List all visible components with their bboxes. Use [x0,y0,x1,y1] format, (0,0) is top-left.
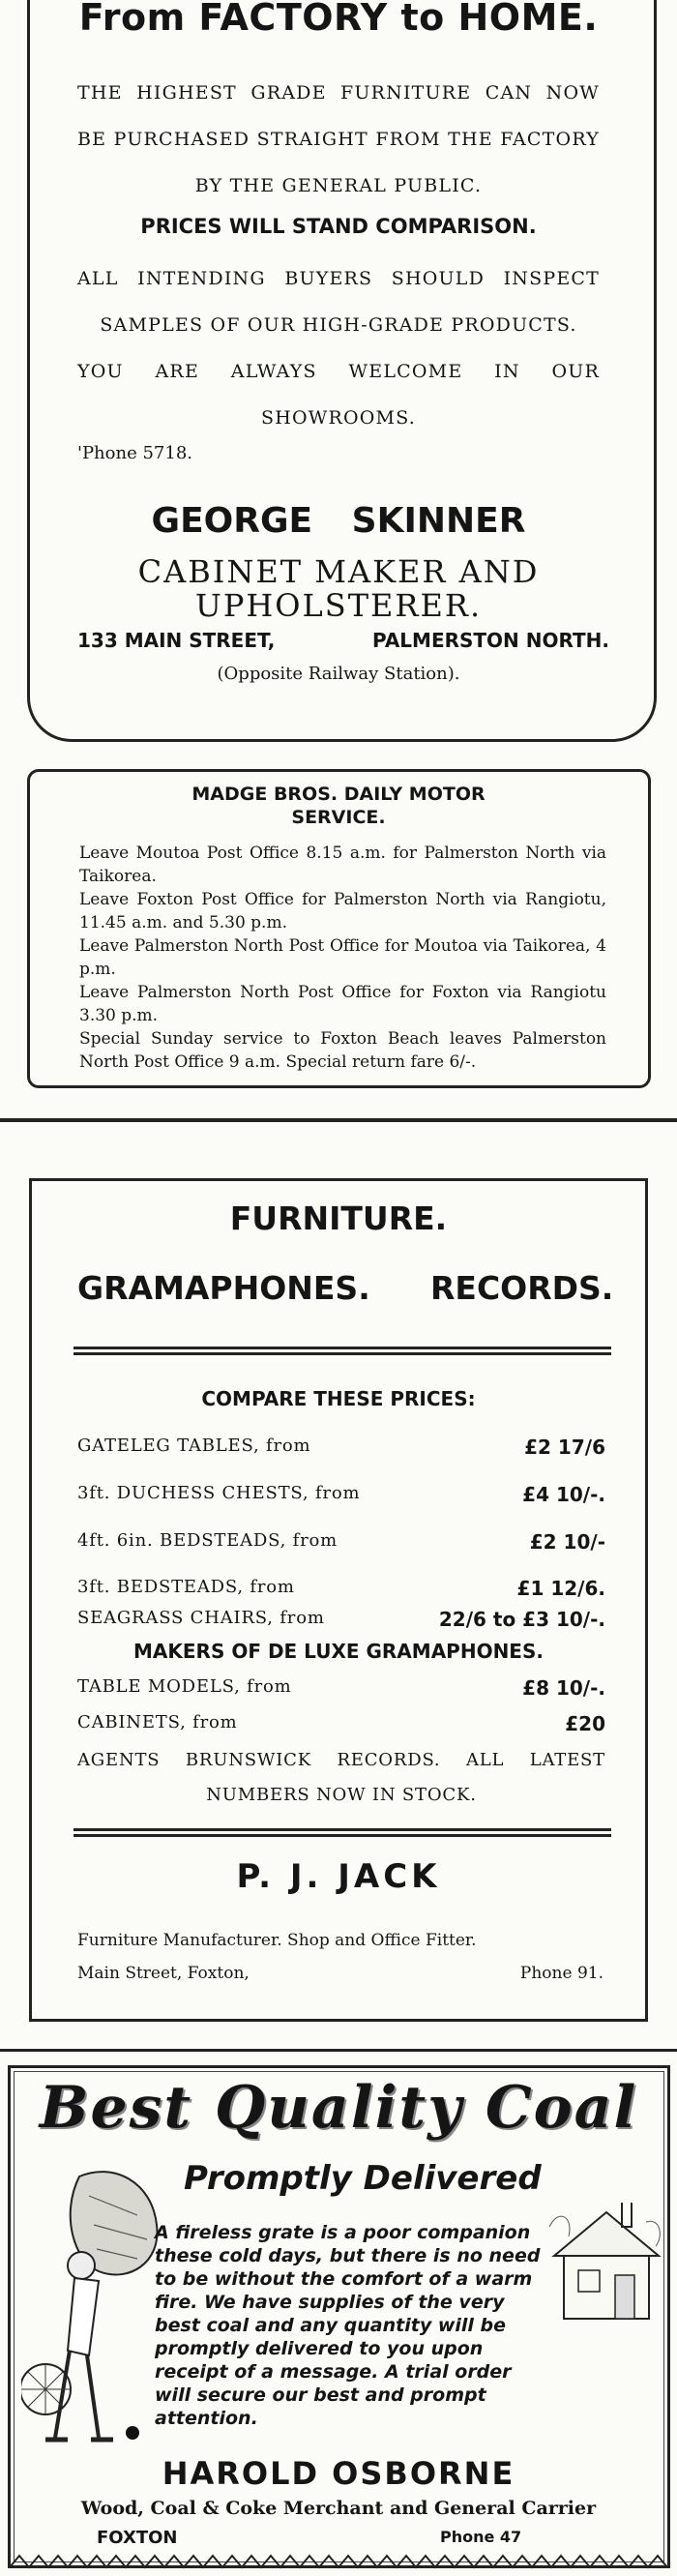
jack-name: P. J. JACK [236,1857,441,1896]
osborne-phone: Phone 47 [440,2528,522,2546]
madge-heading-line-1: MADGE BROS. DAILY MOTOR [191,784,486,805]
column-rule [0,2049,677,2052]
jack-records: RECORDS. [430,1269,614,1307]
jack-description: Furniture Manufacturer. Shop and Office Fitter. [77,1931,477,1950]
skinner-paragraph-1: THE HIGHEST GRADE FURNITURE CAN NOW BE PURCHASED STRAIGHT FROM THE FACTORY BY THE GENERAL PUBLIC. [77,82,600,196]
price-row [77,1530,605,1554]
price-item-label: 3ft. DUCHESS CHESTS, from [77,1483,361,1503]
column-rule [0,1118,677,1122]
skinner-advertisement [0,0,677,743]
jack-agents-note: AGENTS BRUNSWICK RECORDS. ALL LATEST NUMBERS NOW IN STOCK. [77,1750,605,1805]
jack-double-rule [74,1828,611,1831]
skinner-street: 133 MAIN STREET, [77,629,276,652]
osborne-subheadline: Promptly Delivered [184,2159,542,2198]
price-item-label: 4ft. 6in. BEDSTEADS, from [77,1530,338,1551]
skinner-phone: 'Phone 5718. [77,443,192,463]
skinner-prices-line: PRICES WILL STAND COMPARISON. [140,215,537,238]
madge-line: Leave Foxton Post Office for Palmerston North via Rangiotu, 11.45 a.m. and 5.30 p.m. [79,890,606,933]
madge-heading-line-2: SERVICE. [291,807,386,828]
jack-double-rule [74,1834,611,1837]
price-row [77,1483,605,1506]
skinner-trade-line-1: CABINET MAKER AND [137,553,540,590]
zigzag-border-decoration [10,2552,667,2571]
jack-gramaphones: GRAMAPHONES. [77,1269,370,1307]
jack-makers-line: MAKERS OF DE LUXE GRAMAPHONES. [133,1640,544,1663]
price-item-value: £1 12/6. [516,1577,605,1600]
osborne-trade: Wood, Coal & Coke Merchant and General Carrier [80,2498,597,2519]
osborne-town: FOXTON [97,2528,178,2548]
coal-carrier-illustration [21,2157,166,2457]
price-item-label: TABLE MODELS, from [77,1676,292,1697]
jack-phone: Phone 91. [519,1964,603,1983]
price-item-label: SEAGRASS CHAIRS, from [77,1608,325,1628]
madge-line: Leave Moutoa Post Office 8.15 a.m. for Palmerston North via Taikorea. [79,844,606,886]
price-item-value: £2 10/- [529,1530,605,1554]
price-row [77,1608,605,1631]
price-item-label: CABINETS, from [77,1712,238,1732]
price-item-value: £4 10/-. [522,1483,605,1506]
osborne-copy: A fireless grate is a poor companion these cold days, but there is no need to be without the comfort of a warm fire. We have supplies of the very best coal and any quantity will be promptly delivered to you upon receipt of a message. A trial order will secure our best and prompt attention. [155,2222,541,2429]
skinner-town: PALMERSTON NORTH. [372,629,609,652]
madge-line: Leave Palmerston North Post Office for Moutoa via Taikorea, 4 p.m. [79,936,606,979]
price-item-value: £8 10/-. [522,1676,605,1700]
house-illustration [549,2198,663,2324]
skinner-headline: From FACTORY to HOME. [78,0,599,39]
skinner-opposite: (Opposite Railway Station). [217,664,460,684]
madge-line: Special Sunday service to Foxton Beach leaves Palmerston North Post Office 9 a.m. Special return fare 6/-. [79,1029,606,1072]
price-item-value: £2 17/6 [524,1436,605,1459]
price-item-label: 3ft. BEDSTEADS, from [77,1577,295,1597]
jack-compare-heading: COMPARE THESE PRICES: [201,1387,476,1410]
price-item-value: £20 [565,1712,605,1735]
jack-address: Main Street, Foxton, [77,1964,250,1983]
price-item-label: GATELEG TABLES, from [77,1436,311,1456]
price-item-value: 22/6 to £3 10/-. [438,1608,605,1631]
jack-double-rule [74,1347,611,1349]
price-row [77,1577,605,1600]
price-row [77,1436,605,1459]
skinner-paragraph-3: YOU ARE ALWAYS WELCOME IN OUR SHOWROOMS. [77,361,600,429]
madge-timetable [79,842,606,1074]
osborne-name: HAROLD OSBORNE [162,2455,515,2492]
skinner-paragraph-2: ALL INTENDING BUYERS SHOULD INSPECT SAMPLES OF OUR HIGH-GRADE PRODUCTS. [77,268,600,336]
skinner-name: GEORGE SKINNER [151,501,526,541]
jack-heading: FURNITURE. [229,1199,448,1237]
skinner-trade-line-2: UPHOLSTERER. [194,587,483,624]
price-row [77,1676,605,1700]
osborne-headline: Best Quality Coal [39,2074,638,2142]
madge-line: Leave Palmerston North Post Office for Foxton via Rangiotu 3.30 p.m. [79,983,606,1025]
price-row [77,1712,605,1735]
jack-double-rule [74,1352,611,1355]
